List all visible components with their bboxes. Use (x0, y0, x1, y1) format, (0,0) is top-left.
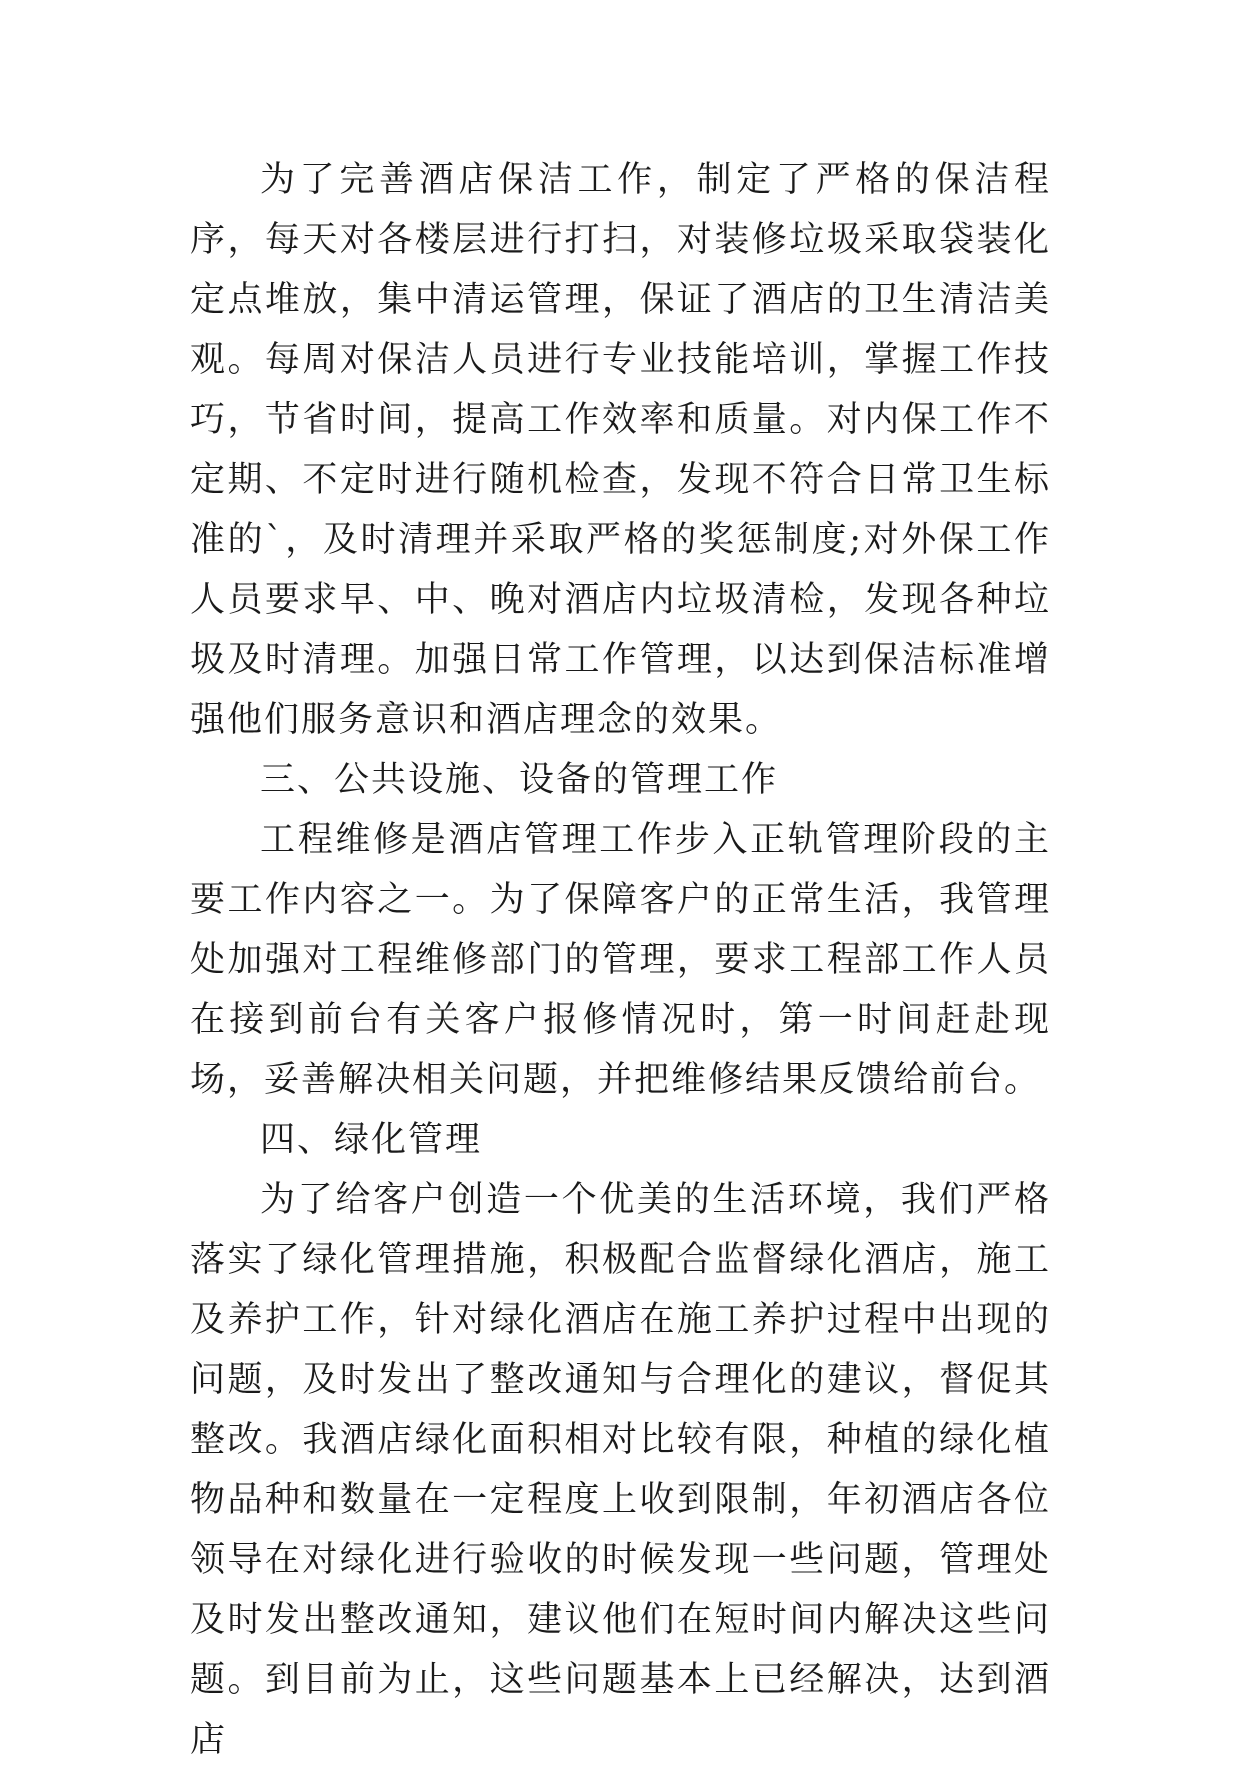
section-heading-greening: 四、绿化管理 (260, 1120, 483, 1160)
paragraph-greening: 为了给客户创造一个优美的生活环境，我们严格落实了绿化管理措施，积极配合监督绿化酒店，施工及养护工作，针对绿化酒店在施工养护过程中出现的问题，及时发出了整改通知与合理化的建议，督促其整改。我酒店绿化面积相对比较有限，种植的绿化植物品种和数量在一定程度上收到限制，年初酒店各位领导在对绿化进行验收的时候发现一些问题，管理处及时发出整改通知，建议他们在短时间内解决这些问题。到目前为止，这些问题基本上已经解决，达到酒店 (190, 1180, 1051, 1760)
paragraph-cleaning: 为了完善酒店保洁工作，制定了严格的保洁程序，每天对各楼层进行打扫，对装修垃圾采取袋装化定点堆放，集中清运管理，保证了酒店的卫生清洁美观。每周对保洁人员进行专业技能培训，掌握工作技巧，节省时间，提高工作效率和质量。对内保工作不定期、不定时进行随机检查，发现不符合日常卫生标准的`，及时清理并采取严格的奖惩制度;对外保工作人员要求早、中、晚对酒店内垃圾清检，发现各种垃圾及时清理。加强日常工作管理，以达到保洁标准增强他们服务意识和酒店理念的效果。 (190, 160, 1051, 740)
section-heading-public-facilities: 三、公共设施、设备的管理工作 (260, 760, 779, 800)
document-page (190, 150, 1051, 1770)
paragraph-maintenance: 工程维修是酒店管理工作步入正轨管理阶段的主要工作内容之一。为了保障客户的正常生活，我管理处加强对工程维修部门的管理，要求工程部工作人员在接到前台有关客户报修情况时，第一时间赶赴现场，妥善解决相关问题，并把维修结果反馈给前台。 (190, 820, 1051, 1100)
